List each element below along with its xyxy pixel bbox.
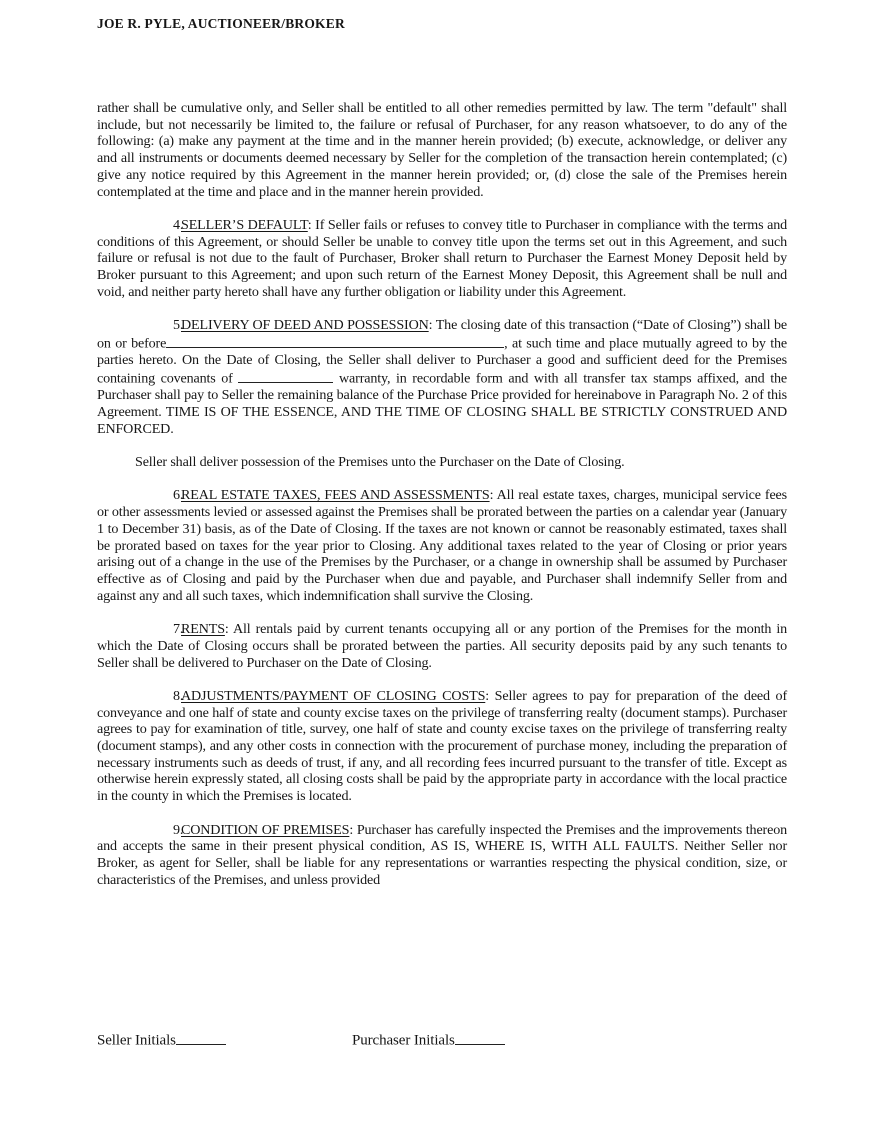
paragraph-6-real-estate-taxes [97,487,787,604]
section-heading: REAL ESTATE TAXES, FEES AND ASSESSMENTS [181,487,490,504]
paragraph-number: 9. [173,821,184,838]
paragraph-number: 4. [173,216,184,233]
purchaser-initials-group [352,1030,505,1050]
paragraph-number: 6. [173,487,184,504]
paragraph-text: : The closing date of this transaction (“Date of Closing”) shall be on or before [97,317,787,352]
paragraph-text: : Purchaser has carefully inspected the Premises and the improvements thereon and accepts the same in their present physical condition, AS IS, WHERE IS, WITH ALL FAULTS. Neither Seller nor Broker, as agent for Seller, shall be liable for any representations or warranties respecting the physical condition, size, or characteristics of the Premises, and unless provided [97,821,787,888]
paragraph-number: 8. [173,687,184,704]
seller-initials-blank[interactable] [176,1030,226,1045]
paragraph-text: : All real estate taxes, charges, municipal service fees or other assessments levied or assessed against the Premises shall be prorated between the parties on a calendar year (January 1 to December 31) basis, as of the Date of Closing. If the taxes are not known or cannot be reasonably estimated, taxes shall be prorated based on taxes for the year prior to Closing. Any additional taxes related to the year of Closing or prior years arising out of a change in the use of the Premises by the Purchaser, or a change in ownership shall be assumed by Purchaser effective as of Closing and paid by the Purchaser when due and payable, and Purchaser shall indemnify Seller from and against any and all such taxes, which indemnification shall survive the Closing. [97,487,787,604]
document-body [97,100,787,905]
paragraph-text: : Seller agrees to pay for preparation of the deed of conveyance and one half of state and county excise taxes on the privilege of transferring realty (document stamps). Purchaser agrees to pay for examination of title, survey, one half of state and county excise taxes on the privilege of transferring realty (document stamps), and any other costs in connection with the procurement of purchase money, including the preparation of necessary instruments such as deeds of trust, if any, and all recording fees incurred pursuant to the transfer of title. Except as otherwise herein expressly stated, all closing costs shall be paid by the appropriate party in accordance with the local practice in the county in which the Premises is located. [97,687,787,805]
document-header-title: JOE R. PYLE, AUCTIONEER/BROKER [97,16,345,31]
paragraph-text: : If Seller fails or refuses to convey title to Purchaser in compliance with the terms and conditions of this Agreement, or should Seller be unable to convey title upon the terms set out in this Agreement, and such failure or refusal is not due to the fault of Purchaser, Broker shall return to Purchaser the Earnest Money Deposit held by Broker pursuant to this Agreement; and upon such return of the Earnest Money Deposit, this Agreement shall be null and void, and neither party hereto shall have any further obligation or liability under this Agreement. [97,216,787,300]
date-of-closing-blank[interactable] [166,334,504,348]
paragraph-4-sellers-default [97,217,787,301]
seller-initials-group [97,1030,226,1050]
paragraph-5-delivery-of-deed [97,317,787,437]
section-heading: RENTS [181,621,225,638]
paragraph-8-closing-costs [97,688,787,805]
section-heading: ADJUSTMENTS/PAYMENT OF CLOSING COSTS [181,687,486,704]
initials-footer [97,1030,787,1054]
paragraph-7-rents [97,621,787,671]
section-heading: SELLER’S DEFAULT [181,216,308,233]
paragraph-default-continuation: rather shall be cumulative only, and Seller shall be entitled to all other remedies permitted by law. The term "default" shall include, but not necessarily be limited to, the failure or refusal of Purchaser, for any reason whatsoever, to do any of the following: (a) make any payment at the time and in the manner herein provided; (b) execute, acknowledge, or deliver any and all instruments or documents deemed necessary by Seller for the completion of the transaction herein contemplated; (c) give any notice required by this Agreement in the manner herein provided; or, (d) close the sale of the Premises herein contemplated at the time and place and in the manner herein provided. [97,100,787,200]
paragraph-number: 5. [173,317,184,334]
purchaser-initials-label: Purchaser Initials [352,1032,455,1049]
purchaser-initials-blank[interactable] [455,1030,505,1045]
paragraph-text: warranty, in recordable form and with all transfer tax stamps affixed, and the Purchaser shall pay to Seller the remaining balance of the Purchase Price provided for hereinabove in Paragraph No. 2 of this Agreement. TIME IS OF THE ESSENCE, AND THE TIME OF CLOSING SHALL BE STRICTLY CONSTRUED AND ENFORCED. [97,370,787,437]
seller-initials-label: Seller Initials [97,1032,176,1049]
section-heading: CONDITION OF PREMISES [181,821,350,838]
paragraph-possession: Seller shall deliver possession of the Premises unto the Purchaser on the Date of Closing. [135,454,625,471]
paragraph-9-condition-of-premises [97,822,787,889]
warranty-type-blank[interactable] [238,369,333,383]
paragraph-text: : All rentals paid by current tenants occupying all or any portion of the Premises for the month in which the Date of Closing occurs shall be prorated between the parties. All security deposits paid by any such tenants to Seller shall be delivered to Purchaser on the Date of Closing. [97,621,787,671]
paragraph-number: 7. [173,621,184,638]
section-heading: DELIVERY OF DEED AND POSSESSION [181,317,429,334]
paragraph-text: , at such time and place mutually agreed to by the parties hereto. On the Date of Closing, the Seller shall deliver to Purchaser a good and sufficient deed for the Premises containing covenants of [97,335,787,387]
